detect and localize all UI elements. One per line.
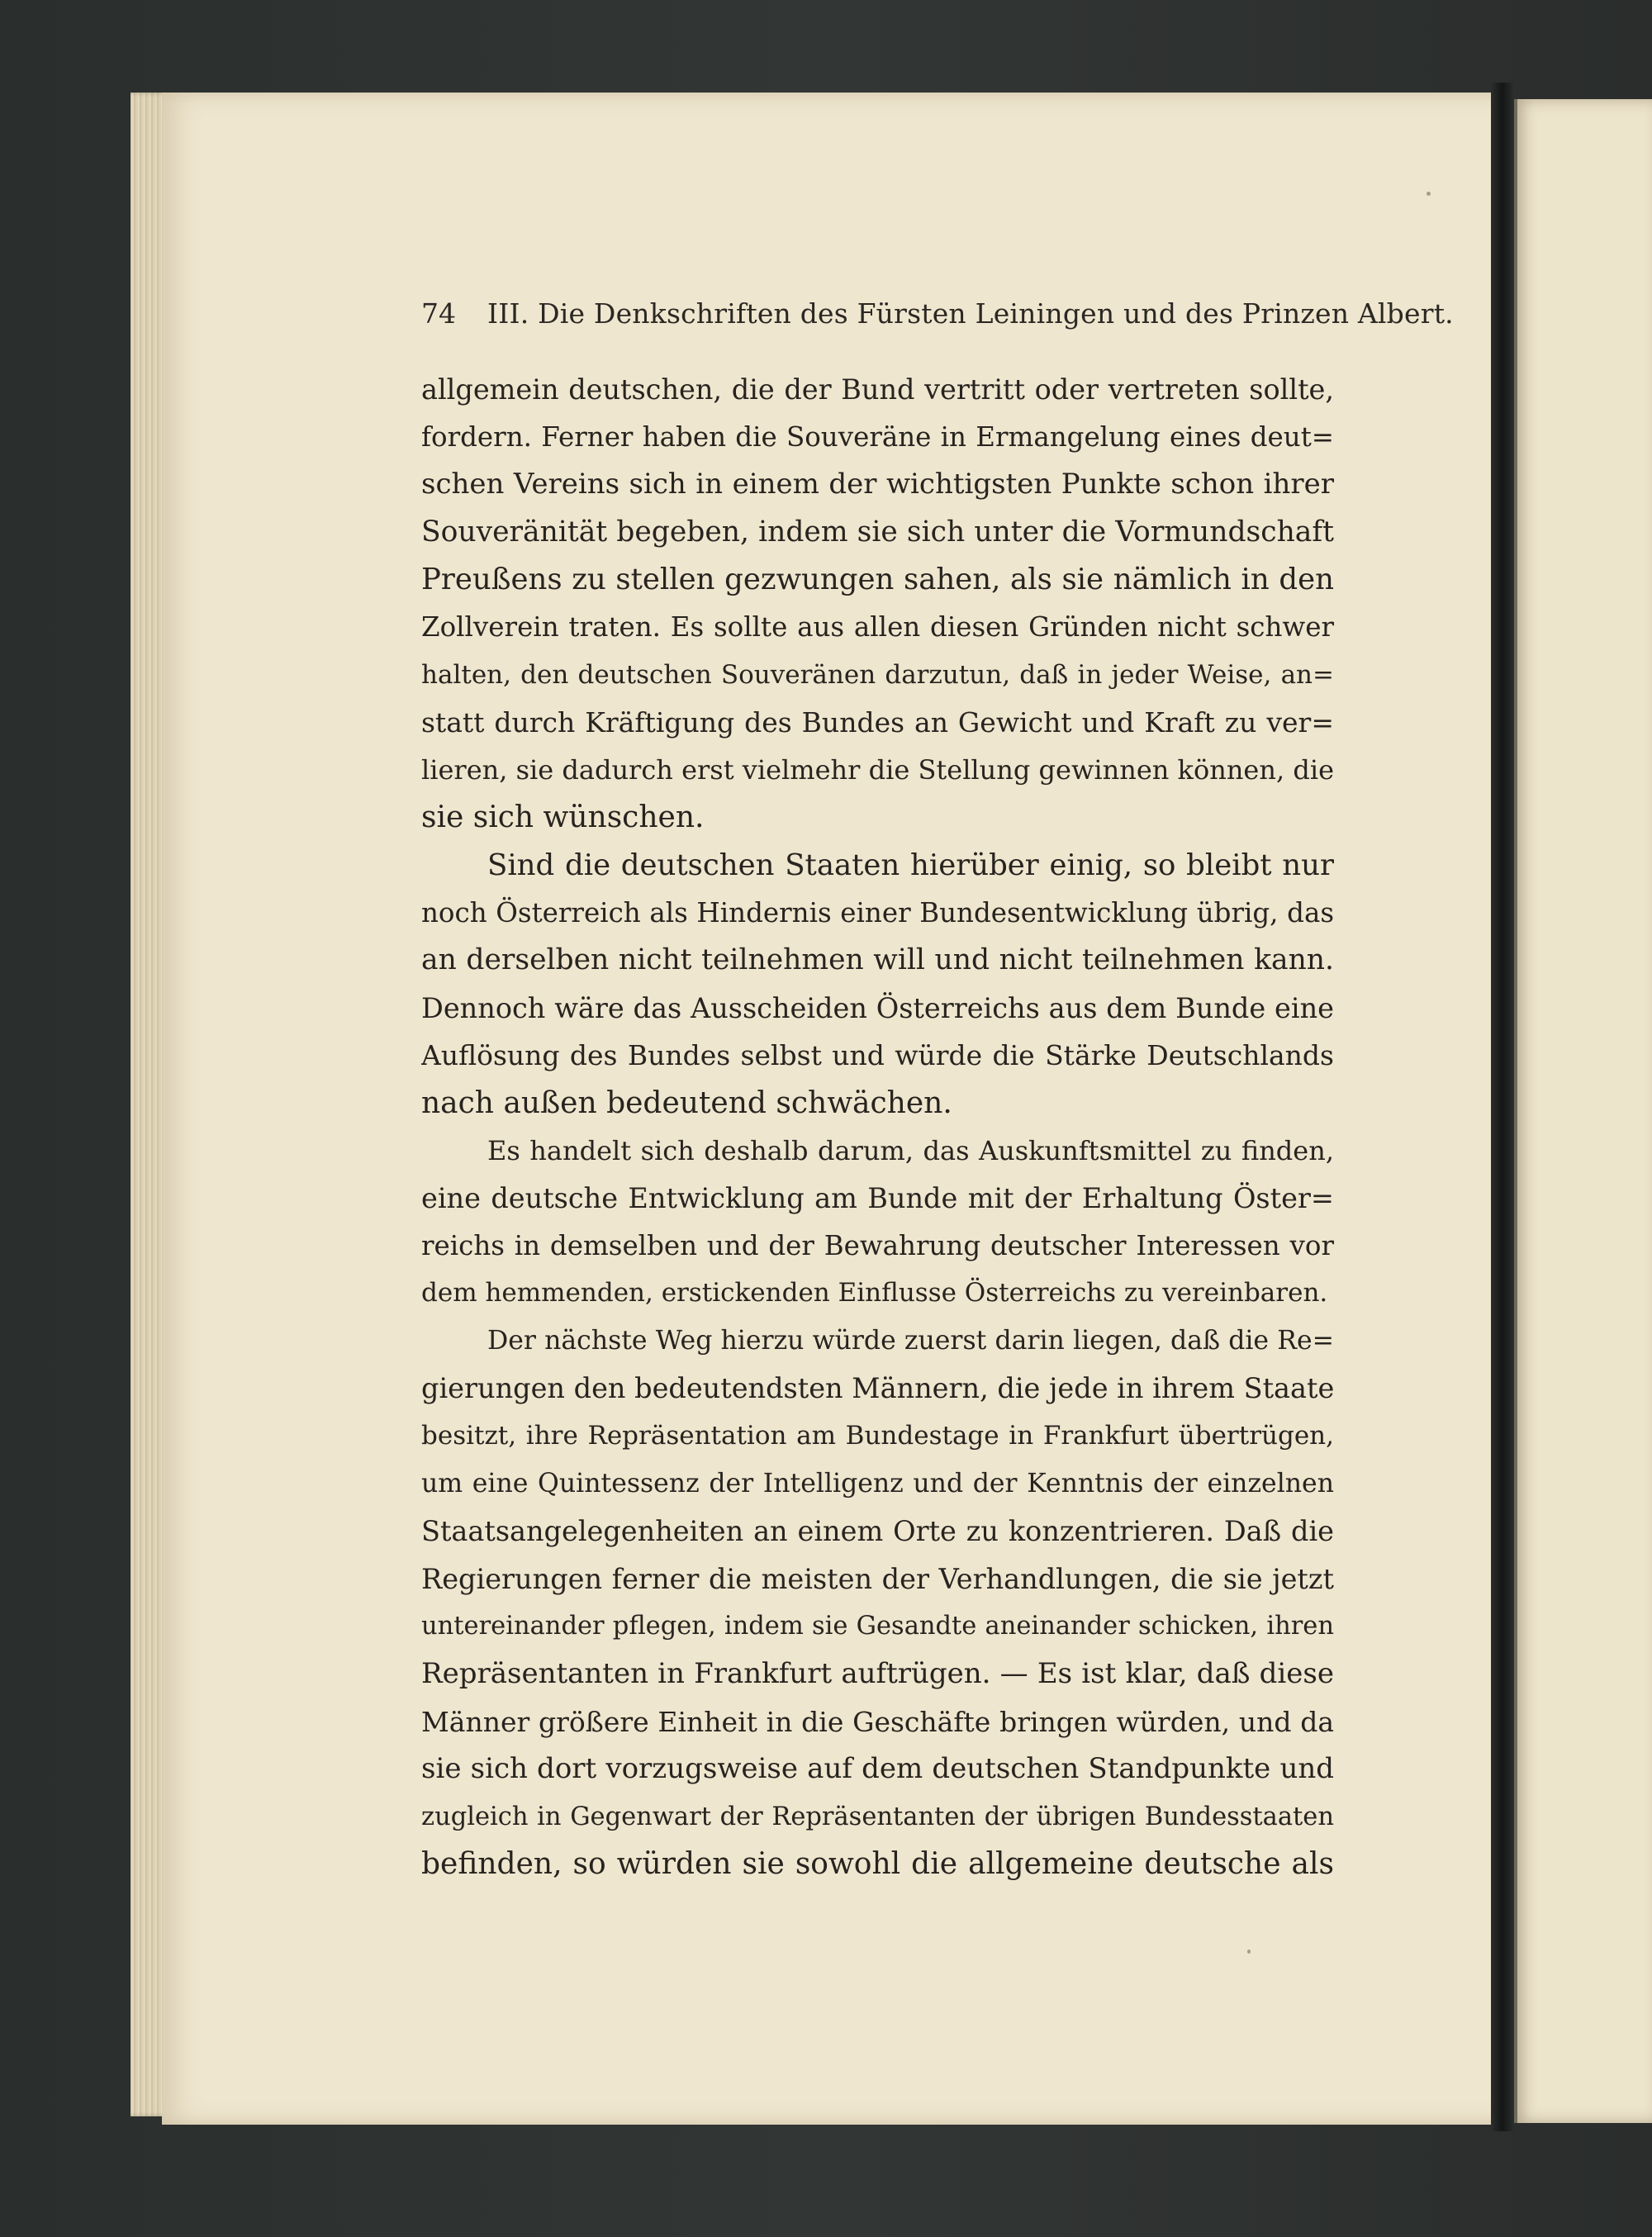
- text-line: gierungen den bedeutendsten Männern, die jede in ihrem Staate: [421, 1372, 1334, 1405]
- text-line: Der nächste Weg hierzu würde zuerst darin liegen, daß die Re=: [487, 1325, 1334, 1356]
- text-line: Zollverein traten. Es sollte aus allen diesen Gründen nicht schwer: [421, 610, 1334, 643]
- running-head: III. Die Denkschriften des Fürsten Leiningen und des Prinzen Albert.: [487, 297, 1454, 330]
- text-line: statt durch Kräftigung des Bundes an Gewicht und Kraft zu ver=: [421, 706, 1334, 739]
- facing-page-edge: [1514, 99, 1517, 2123]
- paper-spot: [1247, 1950, 1251, 1954]
- text-line: lieren, sie dadurch erst vielmehr die Stellung gewinnen können, die: [421, 753, 1334, 786]
- text-line: dem hemmenden, erstickenden Einflusse Österreichs zu vereinbaren.: [421, 1278, 1328, 1308]
- text-line: Männer größere Einheit in die Geschäfte bringen würden, und da: [421, 1705, 1334, 1738]
- book-gutter: [1491, 83, 1514, 2131]
- page-number: 74: [421, 297, 456, 330]
- text-line: zugleich in Gegenwart der Repräsentanten der übrigen Bundesstaaten: [421, 1802, 1334, 1831]
- text-line: fordern. Ferner haben die Souveräne in Ermangelung eines deut=: [421, 420, 1334, 453]
- text-line: noch Österreich als Hindernis einer Bundesentwicklung übrig, das: [421, 896, 1334, 929]
- text-line: sie sich wünschen.: [421, 800, 705, 835]
- text-line: Sind die deutschen Staaten hierüber einig, so bleibt nur: [487, 848, 1334, 882]
- text-line: Preußens zu stellen gezwungen sahen, als sie nämlich in den: [421, 563, 1334, 597]
- text-line: besitzt, ihre Repräsentation am Bundestage in Frankfurt übertrügen,: [421, 1421, 1334, 1451]
- body-text: [421, 366, 1334, 1888]
- paper-spot: [1427, 192, 1431, 196]
- text-line: allgemein deutschen, die der Bund vertritt oder vertreten sollte,: [421, 373, 1334, 406]
- text-line: eine deutsche Entwicklung am Bunde mit der Erhaltung Öster=: [421, 1182, 1334, 1215]
- text-line: an derselben nicht teilnehmen will und nicht teilnehmen kann.: [421, 943, 1334, 977]
- text-line: Staatsangelegenheiten an einem Orte zu konzentrieren. Daß die: [421, 1515, 1334, 1548]
- text-line: Regierungen ferner die meisten der Verhandlungen, die sie jetzt: [421, 1562, 1334, 1595]
- facing-page: [1514, 99, 1652, 2123]
- text-line: untereinander pflegen, indem sie Gesandte aneinander schicken, ihren: [421, 1612, 1334, 1641]
- text-line: Dennoch wäre das Ausscheiden Österreichs aus dem Bunde eine: [421, 991, 1334, 1024]
- text-line: um eine Quintessenz der Intelligenz und der Kenntnis der einzelnen: [421, 1468, 1334, 1498]
- text-line: befinden, so würden sie sowohl die allgemeine deutsche als: [421, 1847, 1334, 1882]
- text-line: Es handelt sich deshalb darum, das Auskunftsmittel zu finden,: [487, 1134, 1334, 1166]
- text-line: Auflösung des Bundes selbst und würde die Stärke Deutschlands: [421, 1039, 1334, 1072]
- text-line: reichs in demselben und der Bewahrung deutscher Interessen vor: [421, 1229, 1334, 1261]
- text-line: halten, den deutschen Souveränen darzutun, daß in jeder Weise, an=: [421, 659, 1334, 690]
- text-line: schen Vereins sich in einem der wichtigsten Punkte schon ihrer: [421, 468, 1334, 501]
- page-header: [421, 293, 1454, 335]
- text-line: sie sich dort vorzugsweise auf dem deutschen Standpunkte und: [421, 1752, 1334, 1786]
- text-line: nach außen bedeutend schwächen.: [421, 1085, 952, 1120]
- text-line: Souveränität begeben, indem sie sich unter die Vormundschaft: [421, 515, 1334, 549]
- text-line: Repräsentanten in Frankfurt auftrügen. — Es ist klar, daß diese: [421, 1657, 1334, 1691]
